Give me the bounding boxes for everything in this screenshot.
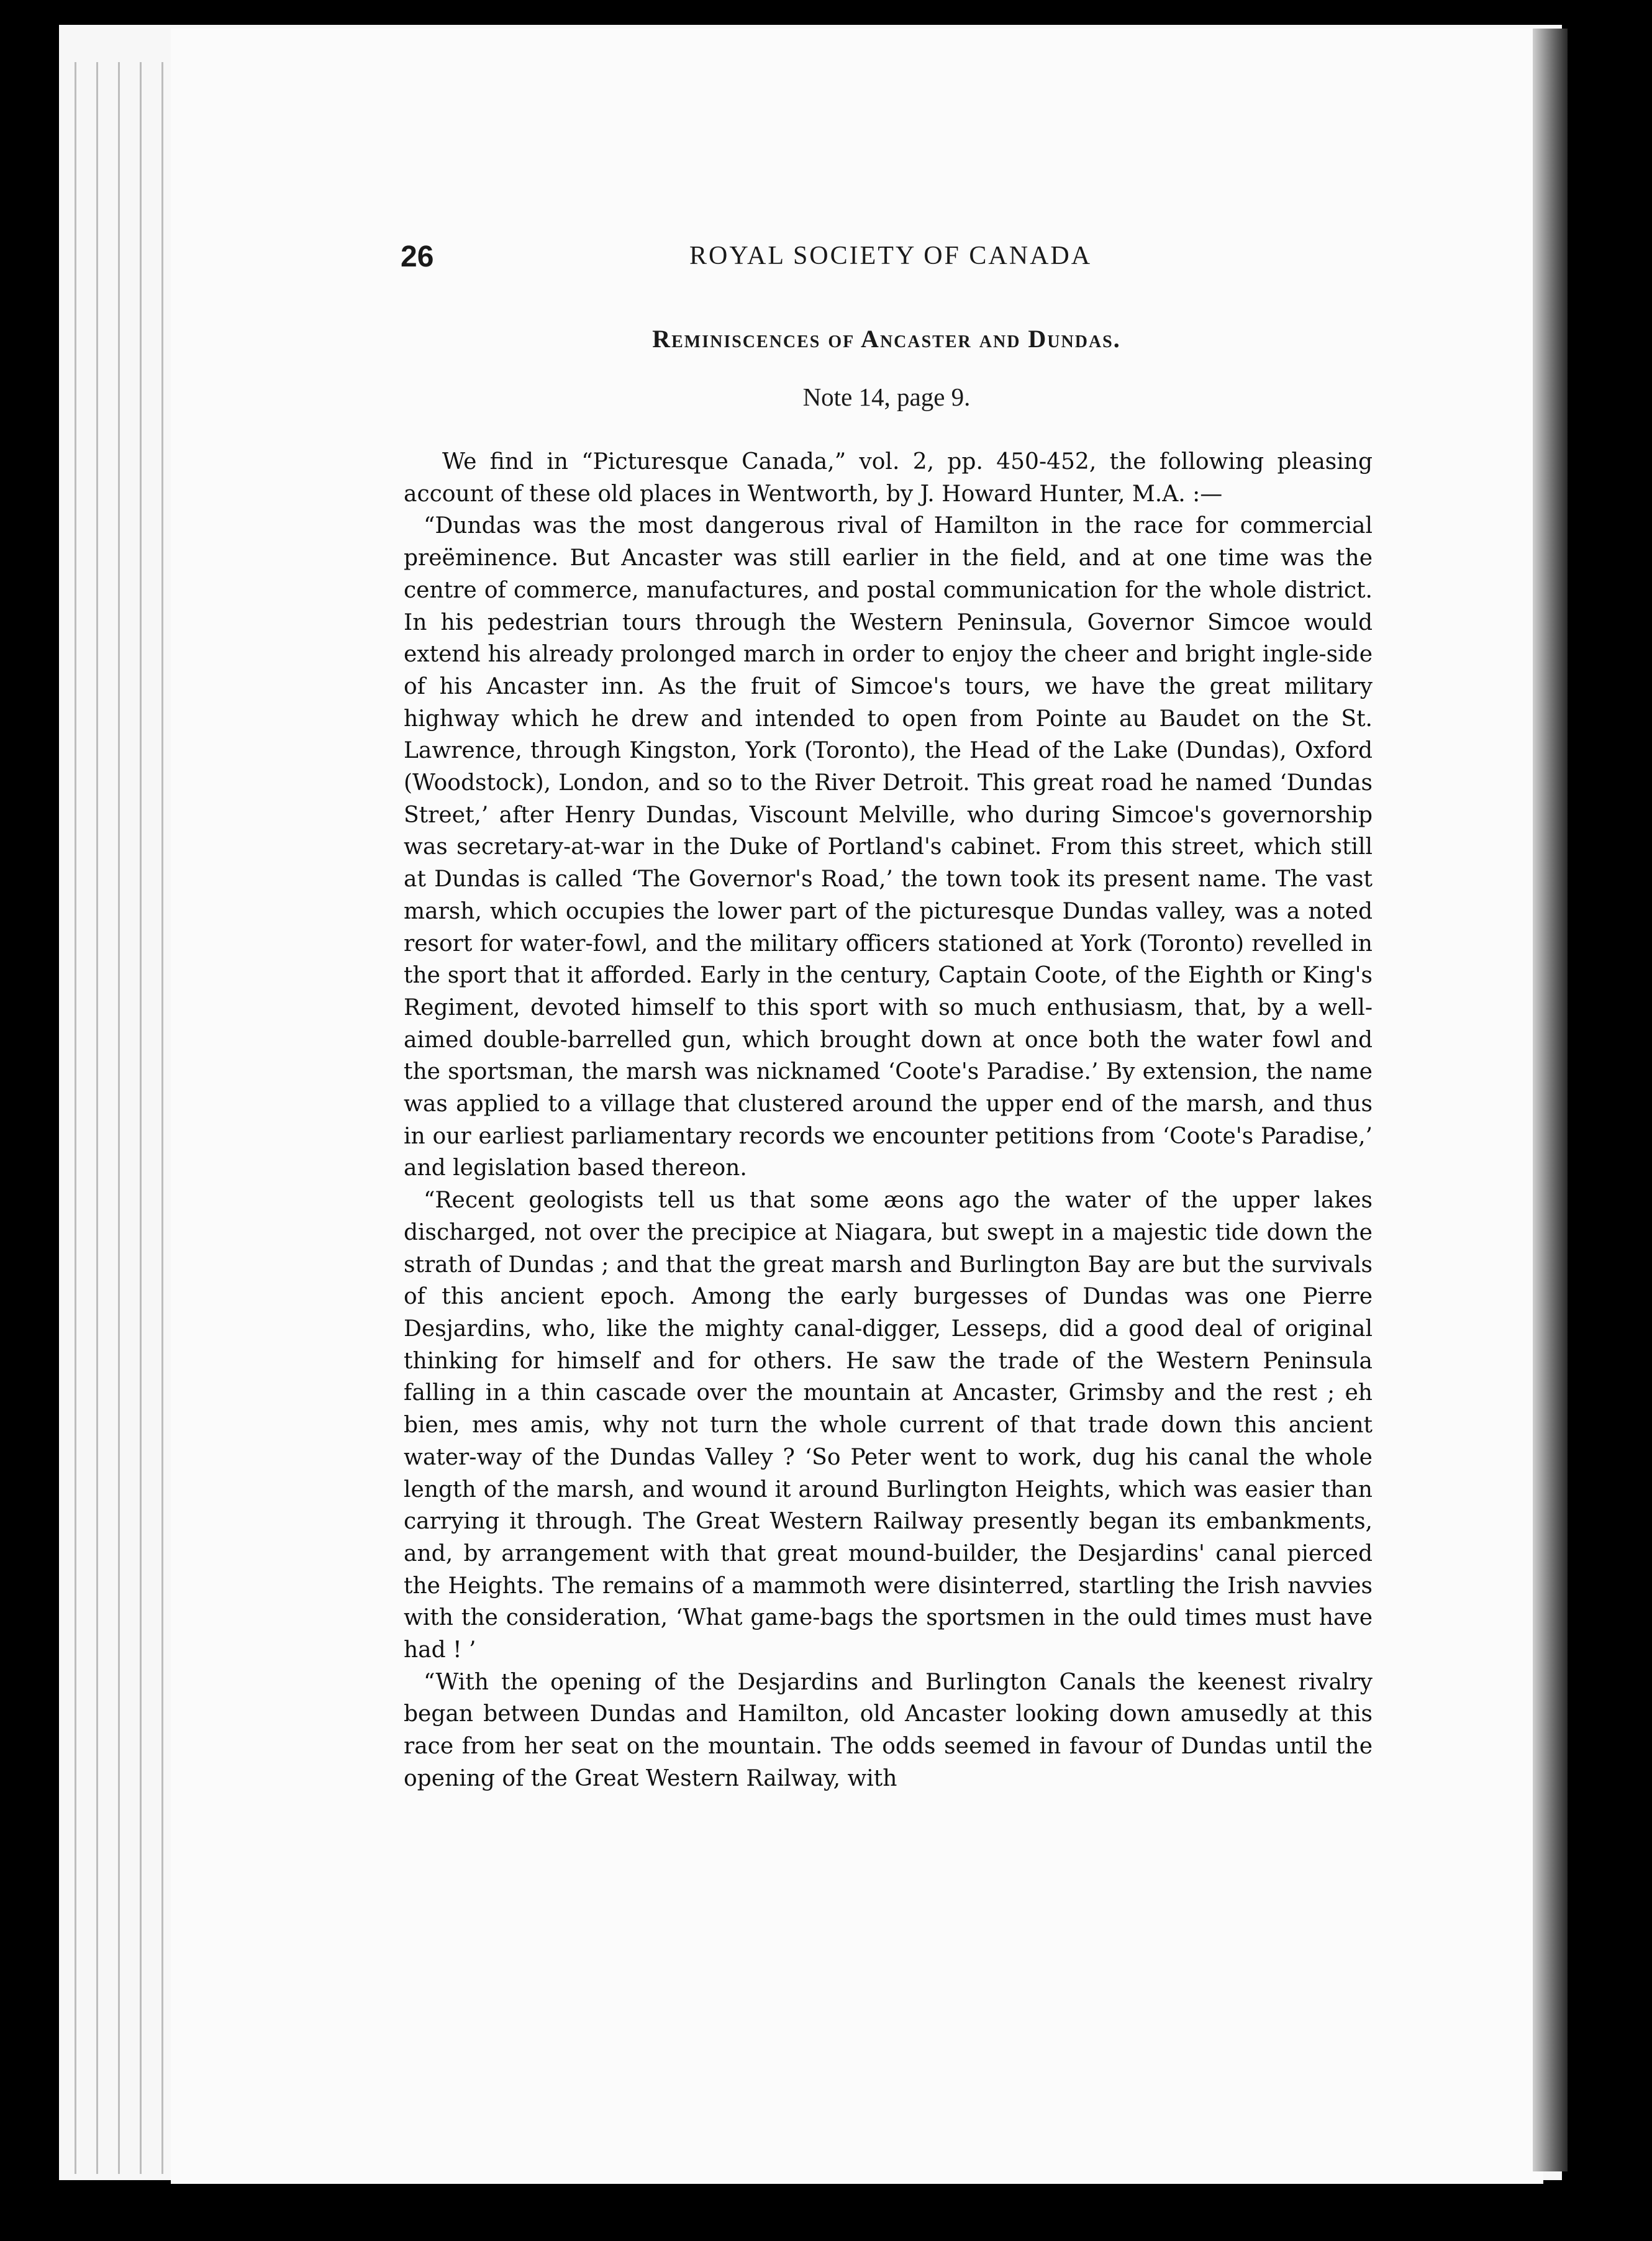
running-head [401,240,1373,275]
body-paragraph: “Recent geologists tell us that some æons ago the water of the upper lakes discharged, not over the precipice at Niagara, but swept in a majestic tide down the strath of Dundas ; and that the great marsh and Burlington Bay are but the survivals of this ancient epoch. Among the early burgesses of Dundas was one Pierre Desjardins, who, like the mighty canal-digger, Lesseps, did a good deal of original thinking for himself and for others. He saw the trade of the Western Peninsula falling in a thin cascade over the mountain at Ancaster, Grimsby and the rest ; eh bien, mes amis, why not turn the whole current of that trade down this ancient water-way of the Dundas Valley ? ‘So Peter went to work, dug his canal the whole length of the marsh, and wound it around Burlington Heights, which was easier than carrying it through. The Great Western Railway presently began its embankments, and, by arrangement with that great mound-builder, the Desjardins' canal pierced the Heights. The remains of a mammoth were disinterred, startling the Irish navvies with the consideration, ‘What game-bags the sportsmen in the ould times must have had ! ’ [404,1188,1373,1663]
page-number: 26 [401,240,434,273]
note-reference: Note 14, page 9. [802,383,971,411]
body-paragraph: “With the opening of the Desjardins and Burlington Canals the keenest rivalry began between Dundas and Hamilton, old Ancaster looking down amusedly at this race from her seat on the mountain. The odds seemed in favour of Dundas until the opening of the Great Western Railway, with [404,1669,1373,1791]
page-edge-line [118,62,120,2174]
body-paragraph: We find in “Picturesque Canada,” vol. 2, pp. 450-452, the following pleasing account of these old places in Wentworth, by J. Howard Hunter, M.A. :— [404,449,1373,507]
page-edge-line [161,62,163,2174]
book-spine-shadow [1533,29,1568,2171]
page-edge-line [140,62,142,2174]
page-edge-line [75,62,76,2174]
article-heading: Reminiscences of Ancaster and Dundas. [652,325,1121,353]
journal-title: ROYAL SOCIETY OF CANADA [689,242,1092,270]
body-paragraph: “Dundas was the most dangerous rival of Hamilton in the race for commercial preëminence. But Ancaster was still earlier in the field, and at one time was the centre of commerce, manufactures, and postal communication for the whole district. In his pedestrian tours through the Western Peninsula, Governor Simcoe would extend his already prolonged march in order to enjoy the cheer and bright ingle-side of his Ancaster inn. As the fruit of Simcoe's tours, we have the great military highway which he drew and intended to open from Pointe au Baudet on the St. Lawrence, through Kingston, York (Toronto), the Head of the Lake (Dundas), Oxford (Woodstock), London, and so to the River Detroit. This great road he named ‘Dundas Street,’ after Henry Dundas, Viscount Melville, who during Simcoe's governorship was secretary-at-war in the Duke of Portland's cabinet. From this street, which still at Dundas is called ‘The Governor's Road,’ the town took its present name. The vast marsh, which occupies the lower part of the picturesque Dundas valley, was a noted resort for water-fowl, and the military officers stationed at York (Toronto) revelled in the sport that it afforded. Early in the century, Captain Coote, of the Eighth or King's Regiment, devoted himself to this sport with so much enthusiasm, that, by a well-aimed double-barrelled gun, which brought down at once both the water fowl and the sportsman, the marsh was nicknamed ‘Coote's Paradise.’ By extension, the name was applied to a village that clustered around the upper end of the marsh, and thus in our earliest parliamentary records we encounter petitions from ‘Coote's Paradise,’ and legislation based thereon. [404,513,1373,1181]
page-edge-line [96,62,98,2174]
article-body [404,446,1373,1795]
